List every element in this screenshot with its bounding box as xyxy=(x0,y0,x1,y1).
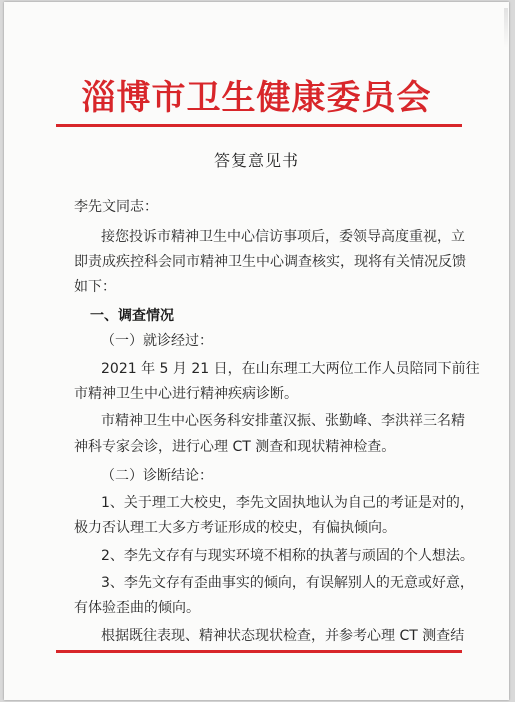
consultation-paragraph-line-1: 市精神卫生中心医务科安排董汉振、张勤峰、李洪祥三名精 xyxy=(101,413,465,429)
subheading-diagnosis: （二）诊断结论： xyxy=(101,468,213,484)
scan-edge-shadow xyxy=(504,8,508,48)
closing-line: 根据既往表现、精神状态现状检查，并参考心理 CT 测查结 xyxy=(101,628,465,644)
section-heading-investigation: 一、调查情况 xyxy=(90,308,174,324)
letterhead-organization: 淄博市卫生健康委员会 xyxy=(81,78,432,118)
intro-line-1: 接您投诉市精神卫生中心信访事项后，委领导高度重视，立 xyxy=(101,229,465,245)
consultation-paragraph-line-2: 神科专家会诊，进行心理 CT 测查和现状精神检查。 xyxy=(74,439,396,455)
intro-line-2: 即责成疾控科会同市精神卫生中心调查核实，现将有关情况反馈 xyxy=(74,254,466,270)
visit-paragraph-line-2: 市精神卫生中心进行精神疾病诊断。 xyxy=(74,386,298,402)
conclusion-1-line-2: 极力否认理工大多方考证形成的校史，有偏执倾向。 xyxy=(74,520,396,536)
footer-red-rule xyxy=(56,650,462,653)
intro-line-3: 如下： xyxy=(74,279,116,295)
conclusion-1-line-1: 1、关于理工大校史，李先文固执地认为自己的考证是对的， xyxy=(101,495,474,511)
visit-paragraph-line-1: 2021 年 5 月 21 日，在山东理工大两位工作人员陪同下前往 xyxy=(101,361,480,377)
subheading-visit-process: （一）就诊经过： xyxy=(101,333,213,349)
conclusion-3-line-1: 3、李先文存有歪曲事实的倾向，有误解别人的无意或好意， xyxy=(101,575,474,591)
conclusion-2-line-1: 2、李先文存有与现实环境不相称的执著与顽固的个人想法。 xyxy=(101,548,474,564)
salutation: 李先文同志： xyxy=(74,199,158,215)
document-title: 答复意见书 xyxy=(213,151,299,170)
document-page xyxy=(4,2,509,700)
conclusion-3-line-2: 有体验歪曲的倾向。 xyxy=(74,600,200,616)
letterhead-red-rule xyxy=(56,124,462,127)
